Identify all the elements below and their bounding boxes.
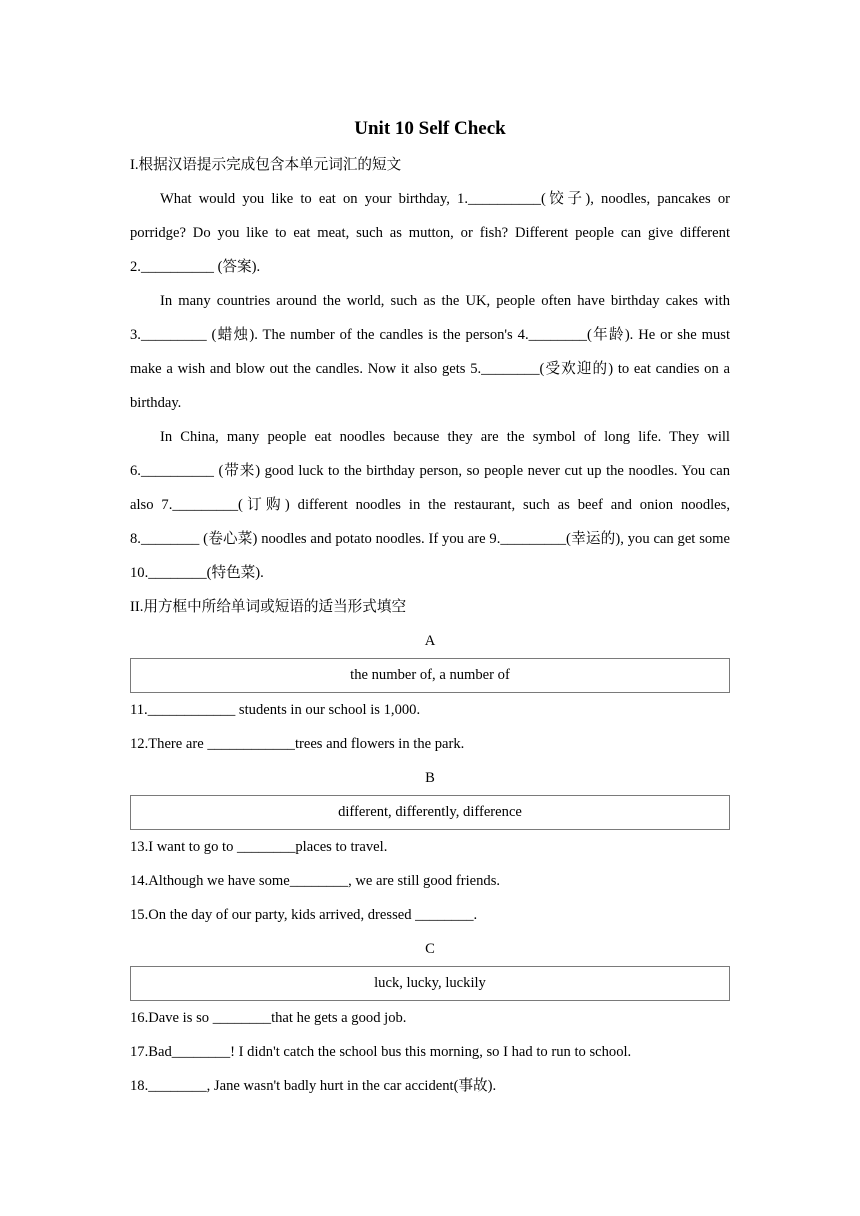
question-12: 12.There are ____________trees and flowers in the park. (130, 736, 465, 752)
question-11: 11.____________ students in our school is 1,000. (130, 702, 421, 718)
group-a-label: A (424, 633, 436, 649)
worksheet-content (130, 116, 730, 1103)
section-1-heading: I.根据汉语提示完成包含本单元词汇的短文 (130, 157, 402, 173)
passage-paragraph-1: What would you like to eat on your birthday, 1.__________(饺子), noodles, pancakes or porridge? Do you like to eat meat, such as mutton, or fish? Different people can give different 2.__________ (答案). (130, 191, 730, 275)
passage-paragraph-2: In many countries around the world, such as the UK, people often have birthday cakes with 3._________ (蜡烛). The number of the candles is the person's 4.________(年龄). He or she must make a wish and blow out the candles. Now it also gets 5.________(受欢迎的) to eat candies on a birthday. (130, 293, 730, 411)
question-16: 16.Dave is so ________that he gets a good job. (130, 1010, 407, 1026)
passage-paragraph-3: In China, many people eat noodles because they are the symbol of long life. They will 6.__________ (带来) good luck to the birthday person, so people never cut up the noodles. You can also 7._________(订购) different noodles in the restaurant, such as beef and onion noodles, 8.________ (卷心菜) noodles and potato noodles. If you are 9._________(幸运的), you can get some 10.________(特色菜). (130, 429, 730, 581)
group-b-label: B (425, 770, 435, 786)
question-15: 15.On the day of our party, kids arrived, dressed ________. (130, 907, 478, 923)
group-c-word-box: luck, lucky, luckily (130, 966, 730, 1001)
question-17: 17.Bad________! I didn't catch the school bus this morning, so I had to run to school. (130, 1044, 632, 1060)
section-2-heading: II.用方框中所给单词或短语的适当形式填空 (130, 599, 407, 615)
question-14: 14.Although we have some________, we are still good friends. (130, 873, 501, 889)
question-13: 13.I want to go to ________places to travel. (130, 839, 388, 855)
group-c-label: C (425, 941, 435, 957)
page-title: Unit 10 Self Check (354, 118, 506, 139)
group-b-word-box: different, differently, difference (130, 795, 730, 830)
group-a-word-box: the number of, a number of (130, 658, 730, 693)
question-18: 18.________, Jane wasn't badly hurt in the car accident(事故). (130, 1078, 497, 1094)
